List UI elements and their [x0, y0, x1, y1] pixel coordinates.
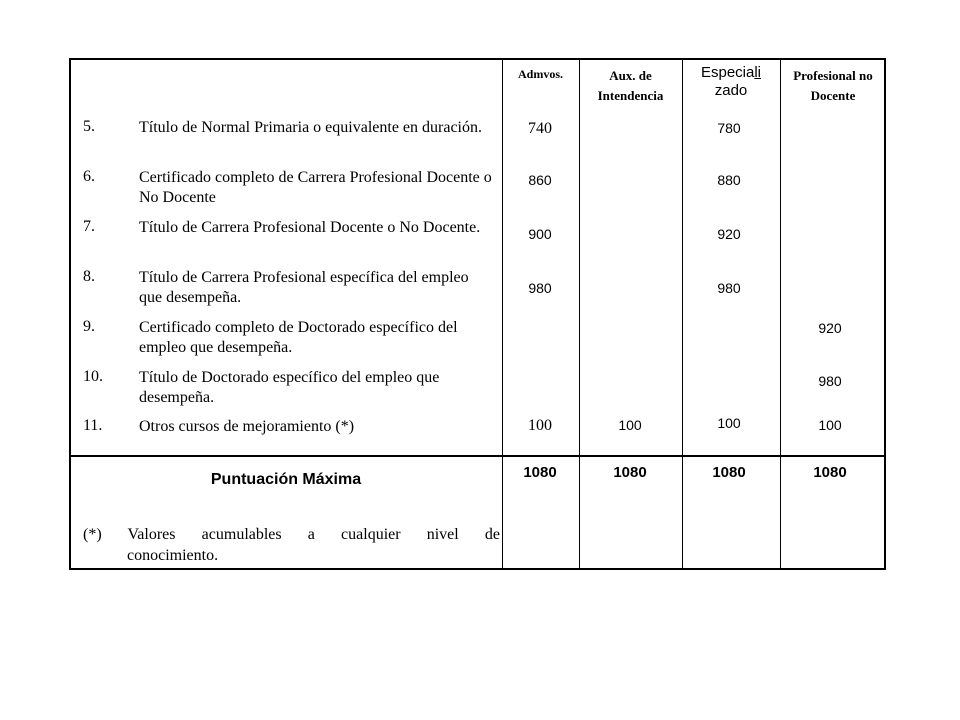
scoring-table	[69, 58, 886, 570]
item-value-profesional: 100	[818, 417, 842, 433]
puntuacion-maxima-label: Puntuación Máxima	[210, 471, 362, 488]
item-text: Título de Carrera Profesional Docente o No Docente.	[139, 219, 481, 236]
item-text: Certificado completo de Carrera Profesional Docente o No Docente	[139, 169, 492, 206]
footnote: (*) Valores acumulables a cualquier nivel de conocimiento.	[83, 526, 500, 564]
item-value-profesional: 920	[818, 320, 842, 336]
header-profesional-no-docente: Profesional no Docente	[793, 68, 873, 103]
total-admvos: 1080	[523, 464, 557, 481]
item-value-admvos: 100	[528, 417, 552, 434]
header-admvos: Admvos.	[517, 67, 563, 81]
item-number: 8.	[83, 268, 95, 285]
item-value-admvos: 900	[528, 226, 552, 242]
item-value-admvos: 860	[528, 172, 552, 188]
total-profesional: 1080	[813, 464, 847, 481]
total-aux: 1080	[613, 464, 647, 481]
item-value-admvos: 980	[528, 280, 552, 296]
item-text: Certificado completo de Doctorado específico del empleo que desempeña.	[139, 319, 458, 356]
item-value-profesional: 980	[818, 373, 842, 389]
header-aux-intendencia: Aux. de Intendencia	[597, 68, 664, 103]
row-divider	[71, 455, 884, 457]
item-value-especializado: 880	[717, 172, 741, 188]
item-number: 9.	[83, 318, 95, 335]
item-text: Título de Normal Primaria o equivalente en duración.	[139, 119, 482, 136]
item-number: 10.	[83, 368, 103, 385]
column-divider	[780, 60, 781, 568]
column-divider	[682, 60, 683, 568]
item-value-especializado: 920	[717, 226, 741, 242]
item-value-especializado: 980	[717, 280, 741, 296]
item-number: 11.	[83, 417, 103, 434]
item-value-especializado: 780	[717, 120, 741, 136]
item-text: Otros cursos de mejoramiento (*)	[139, 418, 355, 435]
item-number: 7.	[83, 218, 95, 235]
total-especializado: 1080	[712, 464, 746, 481]
item-value-especializado: 100	[717, 415, 741, 431]
item-number: 5.	[83, 118, 95, 135]
item-value-admvos: 740	[528, 120, 552, 137]
item-value-aux: 100	[618, 417, 642, 433]
header-especializado: Especiali zado	[700, 64, 762, 99]
item-text: Título de Carrera Profesional específica del empleo que desempeña.	[139, 269, 469, 306]
item-number: 6.	[83, 168, 95, 185]
item-text: Título de Doctorado específico del empleo que desempeña.	[139, 369, 440, 406]
